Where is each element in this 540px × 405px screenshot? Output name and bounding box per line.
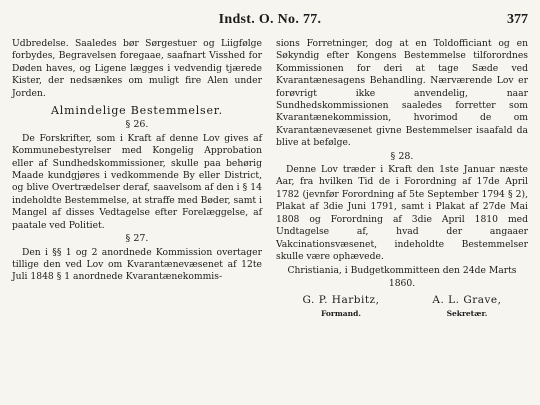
signer-chairman bbox=[303, 294, 380, 320]
paragraph-27-text: Den i §§ 1 og 2 anordnede Kommission overtager tillige den ved Lov om Kvarantænevæsenet af 12te Juli 1848 § 1 anordnede Kvarantænekommis- bbox=[12, 246, 262, 283]
intro-paragraph: Udbredelse. Saaledes bør Sørgestuer og Liigfølge forbydes, Begravelsen foregaae, saafnart Visshed for Døden haves, og Ligene lægges i vedvendig tjærede Kister, der nedsænkes om muligt fire Alen under Jorden. bbox=[12, 38, 262, 99]
section-heading: Almindelige Bestemmelser. bbox=[51, 104, 223, 118]
signature-date: Christiania, i Budgetkommitteen den 24de Marts 1860. bbox=[287, 265, 517, 289]
signer-name: A. L. Grave, bbox=[432, 294, 502, 307]
page-header bbox=[0, 12, 540, 32]
right-column bbox=[276, 38, 528, 320]
paragraph-27-number: § 27. bbox=[125, 233, 149, 245]
paragraph-27-continuation: sions Forretninger, dog at en Toldofficiant og en Søkyndig efter Kongens Bestemmelse tilforordnes Kommissionen for deri at tage Sæde ved Kvarantænesagens Behandling. Nærværende Lov er forøvrigt ikke anvendelig, naar Sundhedskommissionen saaledes forretter som Kvarantænekommission, hvorimod de om Kvarantænevæsenet givne Bestemmelser isaafald da blive at befølge. bbox=[276, 38, 528, 149]
paragraph-26-number: § 26. bbox=[125, 119, 149, 131]
paragraph-26-text: De Forskrifter, som i Kraft af denne Lov gives af Kommunebestyrelser med Kongelig Approbation eller af Sundhedskommissioner, skulle paa behørig Maade kundgjøres i vedkommende By eller District, og blive Overtrædelser deraf, saavelsom af den i § 14 indeholdte Bestemmelse, at straffe med Bøder, samt i Mangel af disses Vedtagelse efter Forelæggelse, af paatale ved Politiet. bbox=[12, 132, 262, 231]
left-column bbox=[12, 38, 262, 284]
signer-secretary bbox=[432, 294, 501, 320]
paragraph-28-number: § 28. bbox=[390, 150, 414, 162]
page-number: 377 bbox=[507, 12, 528, 27]
signers bbox=[276, 294, 528, 320]
signer-role: Formand. bbox=[320, 308, 361, 318]
header-title: Indst. O. No. 77. bbox=[218, 12, 322, 27]
signer-name: G. P. Harbitz, bbox=[302, 294, 380, 307]
paragraph-28-text: Denne Lov træder i Kraft den 1ste Januar næste Aar, fra hvilken Tid de i Forordning af 17de April 1782 (jevnfør Forordning af 5te September 1794 § 2), Plakat af 3die Juni 1791, samt i Plakat af 27de Mai 1808 og Forordning af 3die April 1810 med Undtagelse af, hvad der angaaer Vakcinationsvæsenet, indeholdte Bestemmelser skulle være ophævede. bbox=[276, 164, 528, 262]
signer-role: Sekretær. bbox=[446, 308, 488, 318]
